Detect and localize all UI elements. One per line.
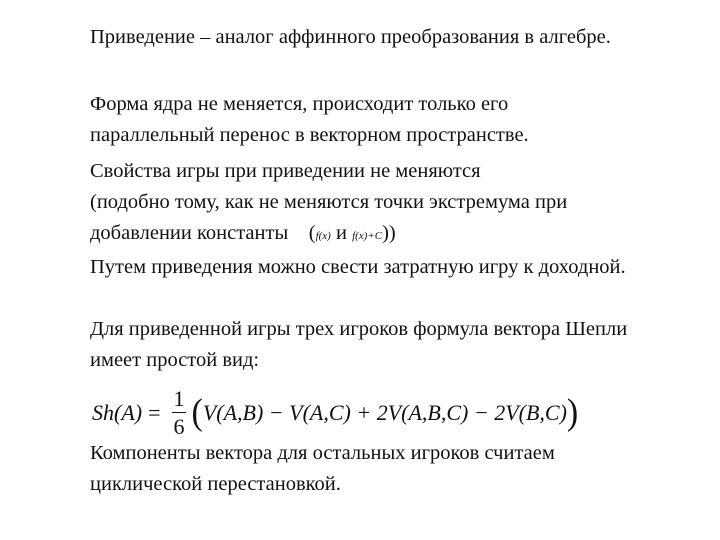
fraction-numerator: 1 (173, 386, 185, 411)
math-open-paren: ( (308, 222, 316, 244)
math-f-of-x: f(x) (315, 230, 331, 242)
paragraph-kernel-form: Форма ядра не меняется, происходит только его параллельный перенос в векторном пространстве. (90, 93, 529, 146)
paragraph-reduction: Путем приведения можно свести затратную игру к доходной. (90, 256, 626, 278)
paragraph-affine: Приведение – аналог аффинного преобразования в алгебре. (90, 26, 611, 48)
paragraph-shapley-intro: Для приведенной игры трех игроков формула вектора Шепли имеет простой вид: (90, 318, 628, 371)
math-f-plus-c: f(x)+C (352, 230, 383, 242)
paragraph-cyclic: Компоненты вектора для остальных игроков считаем циклической перестановкой. (90, 442, 555, 495)
math-and: и (335, 222, 347, 244)
math-close-paren: )) (382, 222, 396, 244)
fraction-denominator: 6 (173, 414, 185, 439)
properties-line-1: Свойства игры при приведении не меняются (90, 160, 481, 182)
formula-open-paren: ( (191, 392, 203, 433)
paragraph-properties (90, 156, 630, 283)
properties-line-3-text: добавлении константы (90, 222, 289, 244)
formula-equals: = (148, 400, 161, 425)
formula-body: V(A,B) − V(A,C) + 2V(A,B,C) − 2V(B,C) (202, 400, 567, 425)
properties-line-2: (подобно тому, как не меняются точки экстремума при (90, 191, 568, 213)
properties-line-3 (90, 218, 630, 252)
formula-lhs: Sh(A) (92, 400, 143, 425)
formula-close-paren: ) (566, 392, 579, 433)
formula-fraction (171, 388, 188, 438)
